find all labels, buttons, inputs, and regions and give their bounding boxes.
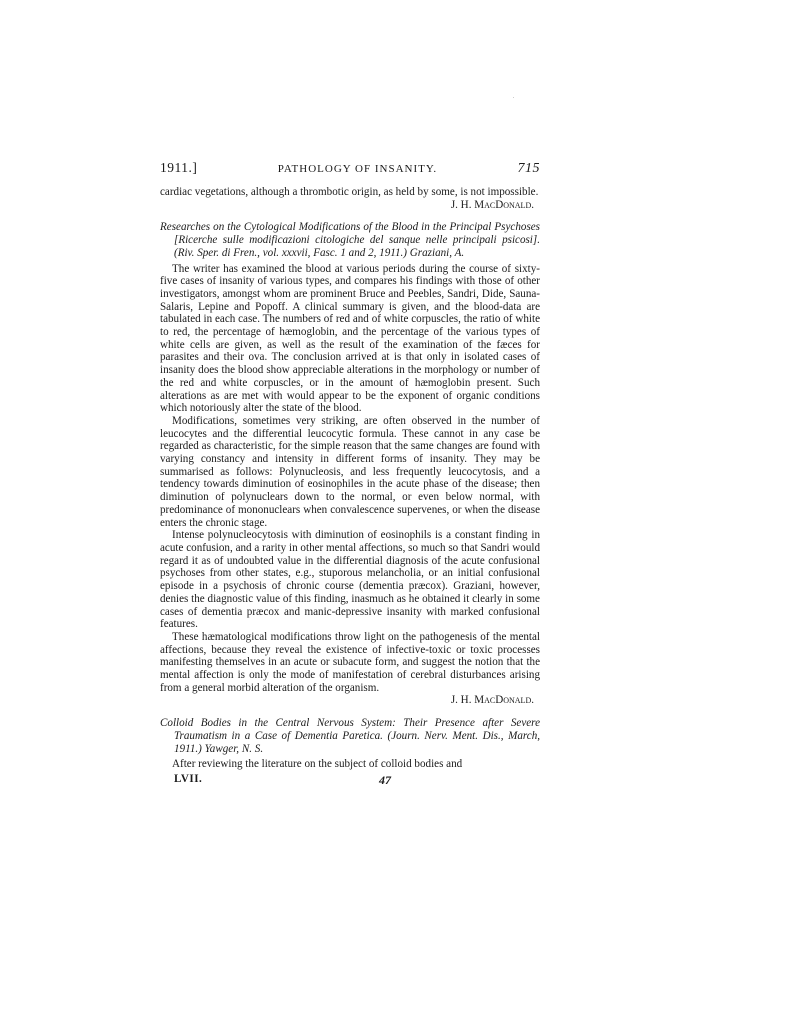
page-number: 715 — [517, 161, 540, 176]
header-title: PATHOLOGY OF INSANITY. — [277, 163, 438, 175]
sheet-number: 47 — [379, 772, 391, 787]
review-paragraph: These hæmatological modifications throw light on the pathogenesis of the mental affections, because they reveal the existence of infective-toxic or toxic processes manifesting themselves in an acute or subacute form, and suggest the notion that the mental affection is only the mode of manifestation of cerebral disturbances arising from a general morbid alteration of the organism. — [160, 630, 540, 694]
volume-mark: LVII. — [174, 772, 203, 785]
speck — [513, 97, 514, 98]
review-reference: Colloid Bodies in the Central Nervous System: Their Presence after Severe Traumatism in a Case of Dementia Paretica. (Journ. Nerv. Ment. Dis., March, 1911.) Yawger, N. S. — [160, 717, 541, 755]
page-content — [160, 160, 540, 788]
intro-paragraph: cardiac vegetations, although a thrombotic origin, as held by some, is not impossible. — [160, 186, 539, 198]
review-paragraph: After reviewing the literature on the subject of colloid bodies and — [172, 758, 463, 771]
signature-line — [160, 773, 540, 788]
running-header — [160, 160, 540, 177]
review-paragraph: The writer has examined the blood at various periods during the course of sixty-five cases of insanity of various types, and compares his findings with those of other investigators, amongst whom are prominent Bruce and Peebles, Sandri, Dide, Sauna-Salaris, Lepine and Popoff. A clinical summary is given, and the blood-data are tabulated in each case. The numbers of red and of white corpuscles, the ratio of white to red, the percentage of hæmoglobin, and the percentage of the various types of white cells are given, as well as the result of the examination of the fæces for parasites and their ova. The conclusion arrived at is that only in isolated cases of insanity does the blood show appreciable alterations in the morphology or number of the red and white corpuscles, or in the amount of hæmoglobin present. Such alterations as are met with would appear to be the exponent of organic conditions which notoriously alter the state of the blood. — [160, 262, 540, 415]
signature: J. H. MacDonald. — [450, 694, 534, 707]
header-year: 1911.] — [160, 160, 198, 175]
review-paragraph: Intense polynucleocytosis with diminution of eosinophils is a constant finding in acute confusion, and a rarity in other mental affections, so much so that Sandri would regard it as of undoubted value in the differential diagnosis of the acute confusional psychoses from other states, e.g., stuporous melancholia, or an initial confusional episode in a psychosis of chronic course (dementia præcox). Graziani, however, denies the diagnostic value of this finding, inasmuch as he obtained it clearly in some cases of dementia præcox and manic-depressive insanity with marked confusional features. — [160, 529, 540, 631]
signature: J. H. MacDonald. — [450, 198, 534, 211]
review-reference: Researches on the Cytological Modifications of the Blood in the Principal Psychoses [Ricerche sulle modificazioni citologiche del sanque nelle principali psicosi]. (Riv. Sper. di Fren., vol. xxxvii, Fasc. 1 and 2, 1911.) Graziani, A. — [160, 221, 540, 259]
review-paragraph: Modifications, sometimes very striking, are often observed in the number of leucocytes and the differential leucocytic formula. These cannot in any case be regarded as characteristic, for the simple reason that the same changes are found with varying constancy and intensity in different forms of insanity. They may be summarised as follows: Polynucleosis, and less frequently leucocytosis, and a tendency towards diminution of eosinophiles in the acute phase of the disease; then diminution of polynuclears down to the normal, or even below normal, with predominance of mononuclears when convalescence supervenes, or when the disease enters the chronic stage. — [160, 414, 540, 529]
